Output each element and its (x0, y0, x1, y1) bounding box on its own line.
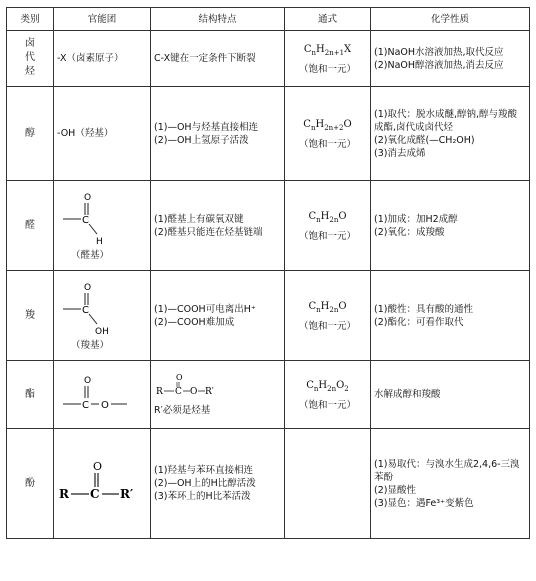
general-formula: $C_nH_{2n}O_2$ (306, 379, 349, 393)
functional-group-label: （醛基） (71, 249, 110, 261)
general-formula: $C_nH_{2n}O$ (308, 210, 347, 224)
property-line: (1)NaOH水溶液加热,取代反应 (374, 46, 504, 58)
carbonyl-group-structure (57, 460, 141, 508)
category-label: 酯 (25, 388, 35, 400)
structure-cell (151, 429, 285, 539)
svg-text:O: O (84, 192, 92, 203)
header-functional-group: 官能团 (54, 8, 151, 31)
structure-cell (151, 87, 285, 181)
general-formula-cell (285, 429, 371, 539)
ester-general-structure (154, 372, 272, 400)
structure-cell (151, 361, 285, 429)
structure-line: (2)—COOH难加成 (154, 316, 235, 328)
svg-text:O: O (93, 459, 103, 473)
general-formula: $C_nH_{2n+1}X$ (303, 43, 352, 57)
category-label: 卤代烃 (25, 38, 35, 77)
header-chemical-properties: 化学性质 (371, 8, 530, 31)
structure-line: (2)—OH上的H比醇活泼 (154, 478, 256, 489)
general-formula-cell (285, 361, 371, 429)
property-line: (1)取代：脱水成醚,醇钠,醇与羧酸成酯,卤代成卤代烃 (374, 108, 517, 133)
svg-text:R: R (59, 486, 69, 501)
formula-note: （饱和一元） (298, 230, 356, 242)
organic-functional-groups-table (6, 7, 530, 539)
category-label: 醛 (25, 219, 35, 231)
functional-group-cell (54, 181, 151, 271)
table-header-row (7, 8, 530, 31)
table-row-phenol (7, 429, 530, 539)
general-formula: $C_nH_{2n+2}O$ (303, 118, 352, 132)
property-line: (2)NaOH醇溶液加热,消去反应 (374, 59, 504, 71)
svg-text:C: C (82, 304, 89, 316)
property-line: 水解成醇和羧酸 (374, 389, 441, 400)
general-formula-cell (285, 271, 371, 361)
property-line: (1)易取代：与溴水生成2,4,6-三溴苯酚 (374, 458, 520, 483)
general-formula: $C_nH_{2n}O$ (308, 300, 347, 314)
structure-line: (1)羟基与苯环直接相连 (154, 465, 253, 476)
property-line: (1)加成：加H2成醇 (374, 213, 458, 225)
properties-cell (371, 361, 530, 429)
structure-note: R′必须是烃基 (154, 405, 211, 416)
general-formula-cell (285, 181, 371, 271)
svg-text:O: O (101, 399, 109, 411)
svg-text:O: O (84, 375, 92, 386)
table-row-carboxylic-acid (7, 271, 530, 361)
formula-note: （饱和一元） (298, 63, 356, 75)
category-label: 醇 (25, 127, 35, 139)
svg-text:R: R (156, 387, 163, 397)
aldehyde-group-structure (57, 190, 117, 248)
structure-line: (1)—COOH可电离出H⁺ (154, 303, 256, 315)
functional-group-cell (54, 361, 151, 429)
functional-group-cell (54, 271, 151, 361)
property-line: (2)氧化成醛(—CH₂OH) (374, 134, 475, 146)
property-line: (3)消去成烯 (374, 147, 426, 159)
structure-line: C-X键在一定条件下断裂 (154, 53, 256, 64)
ester-group-structure (57, 373, 137, 417)
carboxyl-group-structure (57, 280, 117, 338)
svg-text:C: C (82, 399, 89, 411)
properties-cell (371, 271, 530, 361)
structure-line: (2)醛基只能连在烃基链端 (154, 226, 263, 238)
category-cell (7, 361, 54, 429)
svg-text:O: O (176, 373, 183, 382)
svg-text:C: C (175, 387, 182, 397)
functional-group-text: -X（卤素原子） (57, 53, 124, 64)
category-cell (7, 271, 54, 361)
structure-cell (151, 271, 285, 361)
property-line: (2)氧化：成羧酸 (374, 226, 445, 238)
properties-cell (371, 429, 530, 539)
table-row-aldehyde (7, 181, 530, 271)
category-cell (7, 429, 54, 539)
svg-text:R′: R′ (205, 387, 214, 397)
properties-cell (371, 181, 530, 271)
functional-group-cell (54, 31, 151, 87)
formula-note: （饱和一元） (298, 320, 356, 332)
table-row-alcohol (7, 87, 530, 181)
header-general-formula: 通式 (285, 8, 371, 31)
formula-note: （饱和一元） (298, 138, 356, 150)
structure-line: (1)醛基上有碳氧双键 (154, 213, 244, 225)
property-line: (3)显色：遇Fe³⁺变紫色 (374, 497, 474, 509)
svg-text:O: O (84, 282, 92, 293)
svg-text:R′: R′ (120, 486, 134, 501)
svg-text:C: C (82, 214, 89, 226)
property-line: (1)酸性：具有酸的通性 (374, 303, 473, 315)
svg-text:H: H (96, 236, 103, 247)
header-category: 类别 (7, 8, 54, 31)
structure-line: (3)苯环上的H比苯活泼 (154, 491, 251, 502)
structure-line: (2)—OH上氢原子活泼 (154, 134, 249, 146)
property-line: (2)显酸性 (374, 484, 416, 496)
svg-text:OH: OH (95, 326, 109, 337)
functional-group-cell (54, 429, 151, 539)
general-formula-cell (285, 87, 371, 181)
properties-cell (371, 31, 530, 87)
category-cell (7, 181, 54, 271)
category-label: 羧 (25, 309, 35, 321)
svg-text:C: C (90, 486, 100, 501)
properties-cell (371, 87, 530, 181)
general-formula-cell (285, 31, 371, 87)
table-row-ester (7, 361, 530, 429)
table-row-haloalkane (7, 31, 530, 87)
structure-line: (1)—OH与烃基直接相连 (154, 121, 259, 133)
functional-group-label: （羧基） (71, 339, 110, 351)
functional-group-text: -OH（羟基） (57, 128, 114, 139)
svg-text:O: O (190, 387, 198, 397)
formula-note: （饱和一元） (298, 399, 356, 411)
category-cell (7, 87, 54, 181)
category-label: 酚 (25, 477, 35, 489)
property-line: (2)酯化：可看作取代 (374, 316, 464, 328)
structure-cell (151, 181, 285, 271)
header-structure: 结构特点 (151, 8, 285, 31)
functional-group-cell (54, 87, 151, 181)
category-cell (7, 31, 54, 87)
structure-cell (151, 31, 285, 87)
